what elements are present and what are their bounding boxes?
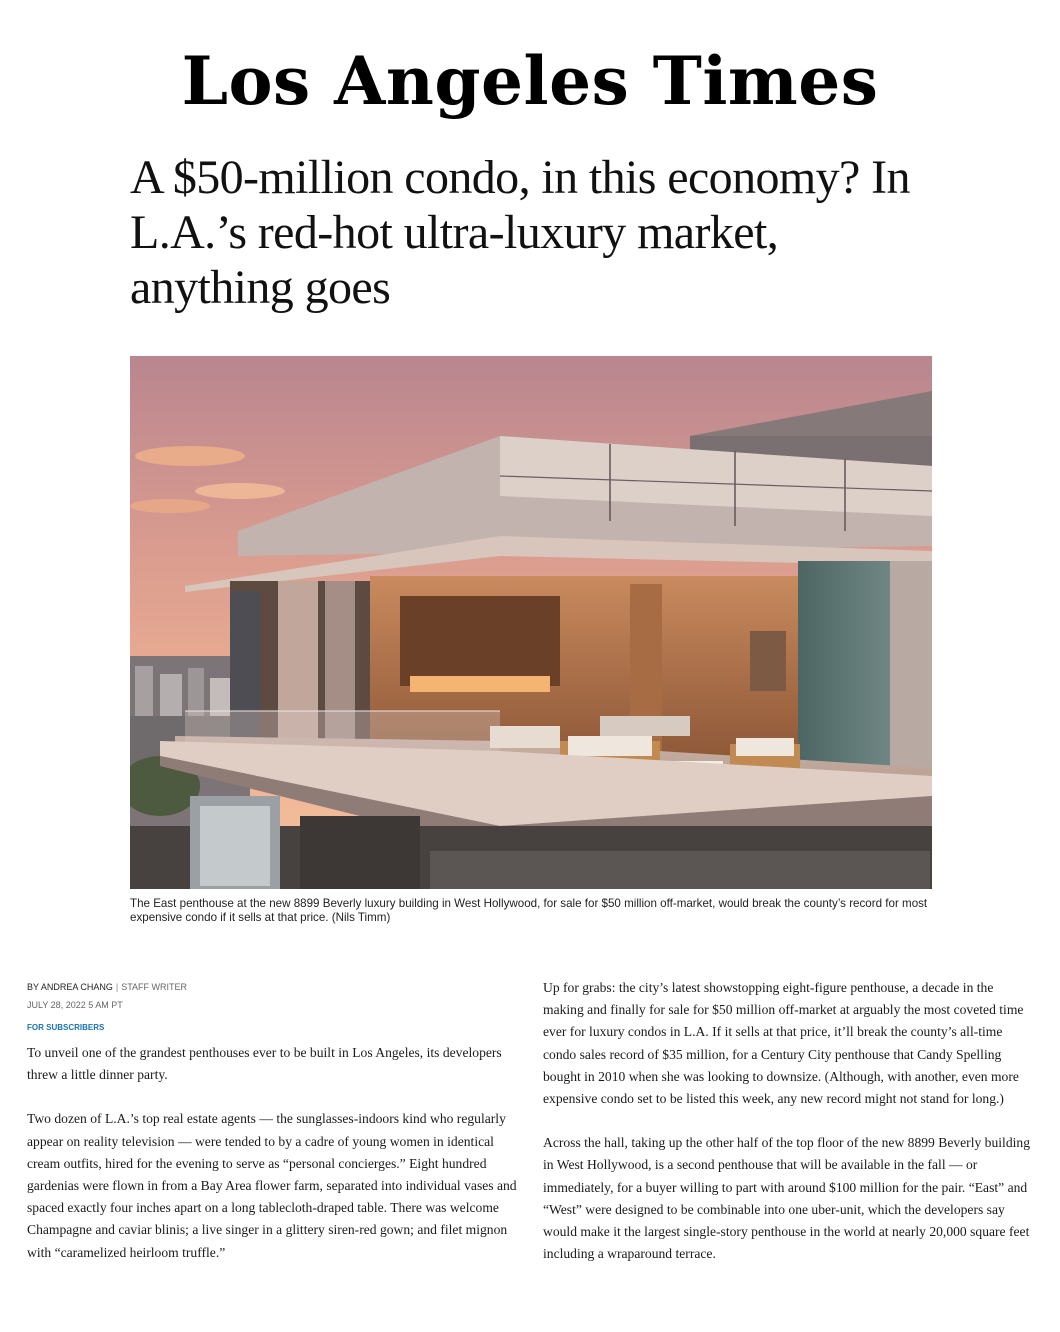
article-right-column: [543, 977, 1033, 1265]
body-paragraph-4: Across the hall, taking up the other half of the top floor of the new 8899 Beverly building in West Hollywood, is a second penthouse that will be available in the fall — or immediately, for a buyer willing to part with around $100 million for the pair. “East” and “West” were designed to be combinable into one uber-unit, which the developers say would make it the largest single-story penthouse in the world at nearly 20,000 square feet including a wraparound terrace.: [543, 1135, 1030, 1262]
article-headline: A $50-million condo, in this economy? In L.A.’s red-hot ultra-luxury market, anything goes: [130, 151, 910, 314]
publish-date: JULY 28, 2022 5 AM PT: [27, 1000, 123, 1010]
author-role: STAFF WRITER: [121, 982, 188, 992]
hero-photo: [130, 356, 932, 889]
body-paragraph-3: Up for grabs: the city’s latest showstopping eight-figure penthouse, a decade in the making and finally for sale for $50 million off-market at arguably the most coveted time ever for luxury condos in L.A. If it sells at that price, it’ll break the county’s all-time condo sales record of $35 million, for a Century City penthouse that Candy Spelling bought in 2010 when she was looking to downsize. (Although, with another, even more expensive condo set to be listed this week, any new record might not stand for long.): [543, 980, 1024, 1107]
photo-caption: The East penthouse at the new 8899 Beverly luxury building in West Hollywood, for sale for $50 million off-market, would break the county’s record for most expensive condo if it sells at that price. (Nils Timm): [130, 897, 928, 924]
body-paragraph-2: Two dozen of L.A.’s top real estate agents — the sunglasses-indoors kind who regularly appear on reality television — were tended to by a cadre of young women in identical cream outfits, hired for the evening to serve as “personal concierges.” Eight hundred gardenias were flown in from a Bay Area flower farm, separated into individual vases and spaced exactly four inches apart on a long tablecloth-draped table. There was welcome Champagne and caviar blinis; a live singer in a glittery siren-red gown; and filet mignon with “caramelized heirloom truffle.”: [27, 1111, 517, 1260]
byline-separator: |: [115, 982, 119, 992]
masthead-logo[interactable]: Los Angeles Times: [181, 42, 879, 120]
subscriber-label[interactable]: FOR SUBSCRIBERS: [27, 1023, 105, 1032]
article-left-column: [27, 980, 517, 1264]
body-paragraph-1: To unveil one of the grandest penthouses ever to be built in Los Angeles, its developers threw a little dinner party.: [27, 1045, 502, 1083]
author-name[interactable]: BY ANDREA CHANG: [27, 982, 113, 992]
byline: [27, 980, 517, 994]
